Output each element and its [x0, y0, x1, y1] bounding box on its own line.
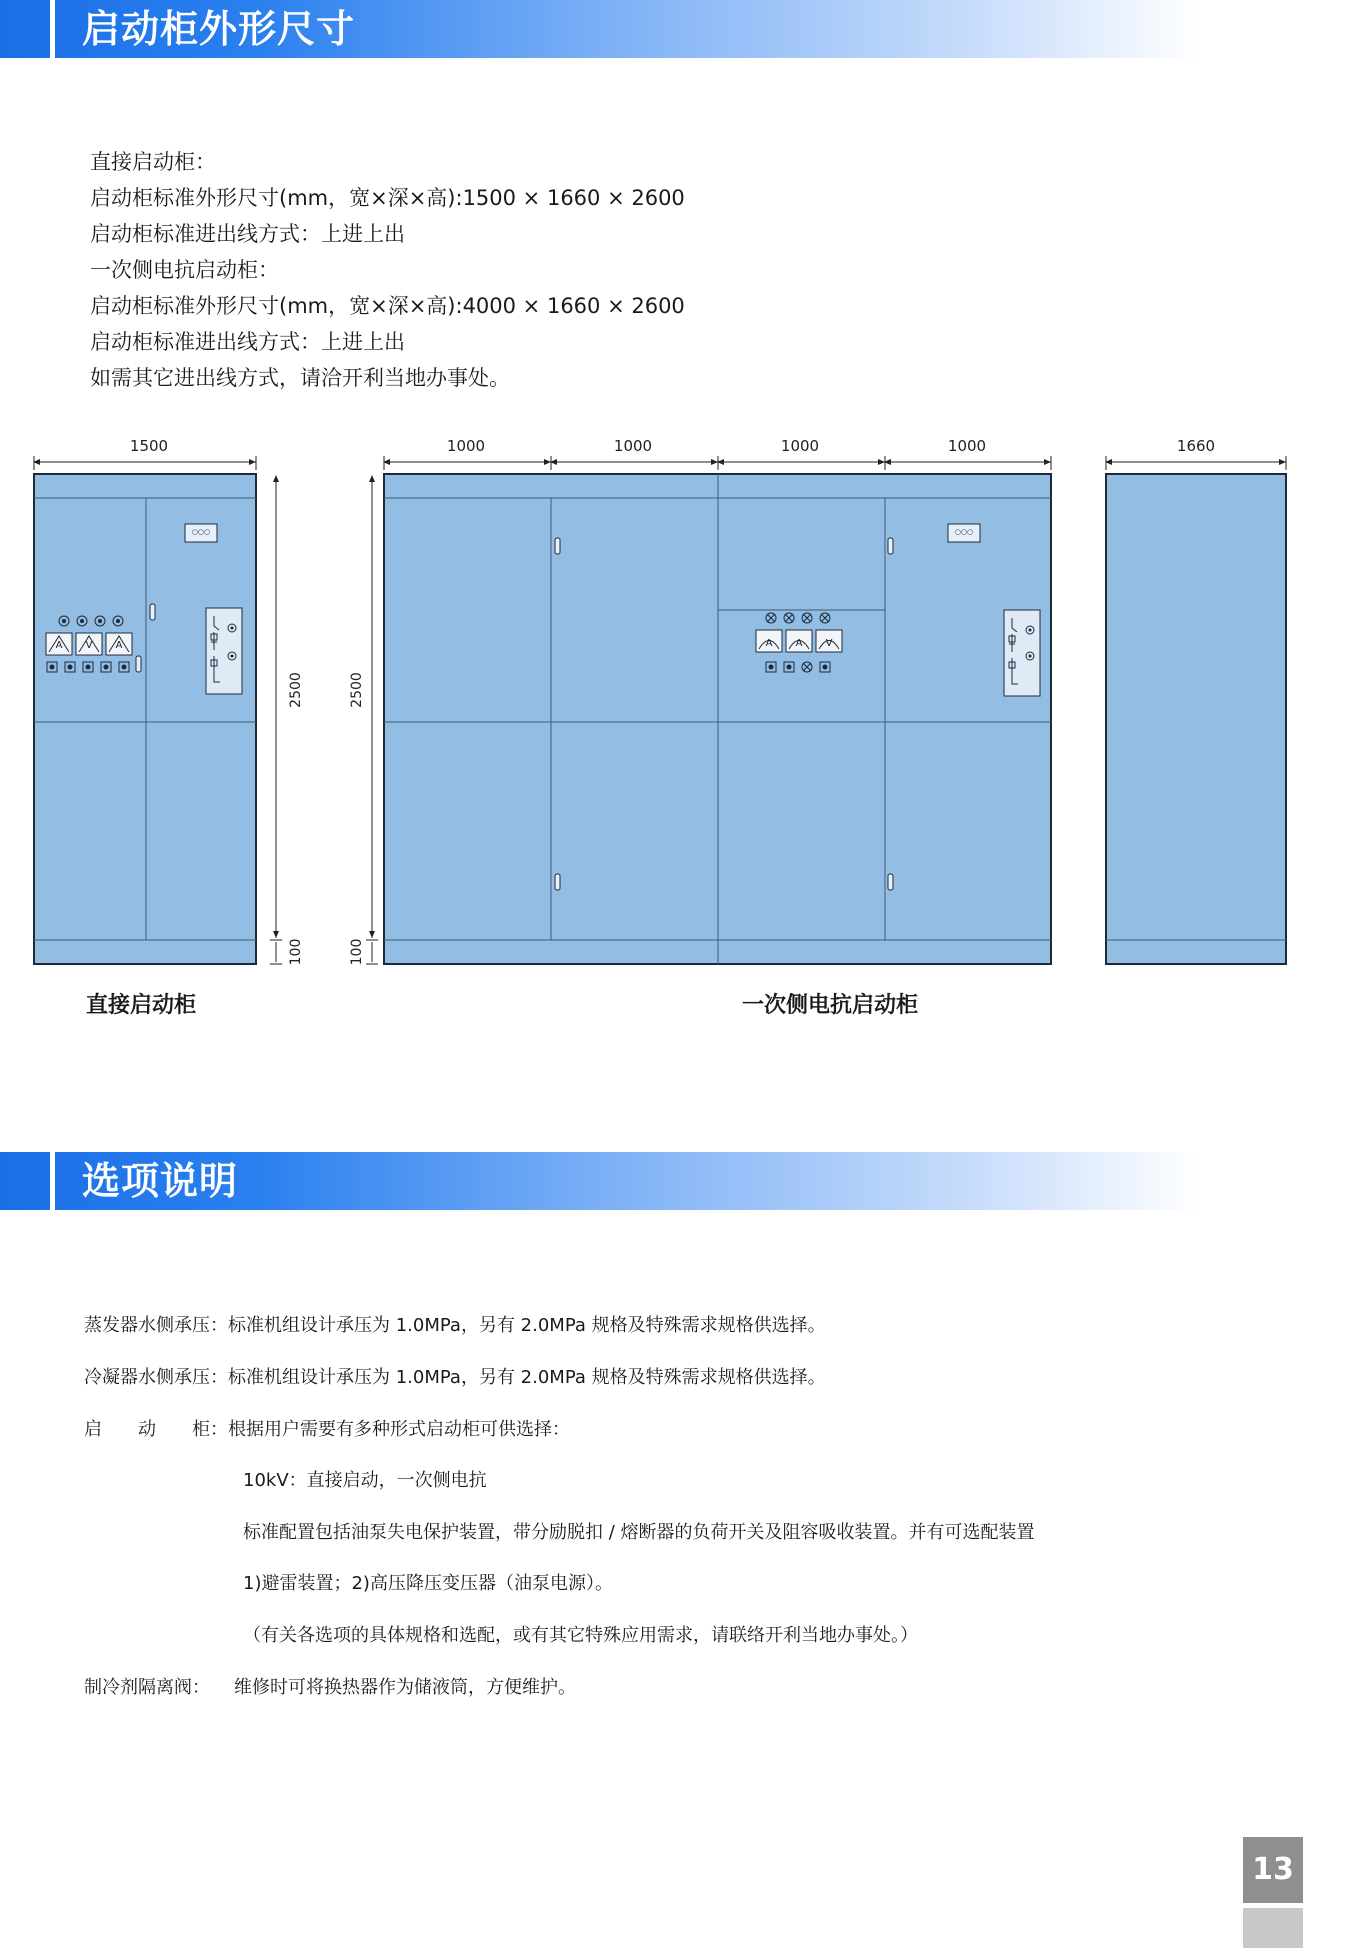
option-label: 启 动 柜： [84, 1419, 228, 1440]
option-label: 冷凝器水侧承压： [84, 1367, 228, 1388]
dim-label-height: 2500 [288, 672, 304, 708]
meter-label: V [825, 638, 833, 649]
protection-relay-panel [1004, 610, 1040, 696]
option-valve [84, 1673, 576, 1699]
option-evaporator [84, 1311, 826, 1337]
dim-label-height: 2500 [349, 672, 365, 708]
cabinet-body [34, 474, 256, 964]
caption-reactor-starter: 一次侧电抗启动柜 [742, 993, 919, 1018]
dim-label-reactor-width: 1000 [947, 437, 987, 455]
starter-detail: 标准配置包括油泵失电保护装置，带分励脱扣 / 熔断器的负荷开关及阻容吸收装置。并有可选配装置 [243, 1522, 1035, 1543]
section-title-options: 选项说明 [82, 1159, 239, 1203]
dim-label-reactor-width: 1000 [780, 437, 820, 455]
cabinet-side-view [1106, 437, 1286, 964]
spec-line: 直接启动柜： [90, 150, 216, 174]
door-handle [555, 874, 560, 890]
reactor-starter-cabinet [349, 437, 1051, 965]
direct-starter-cabinet [34, 437, 304, 965]
banner-notch [50, 0, 55, 58]
option-label: 制冷剂隔离阀： [84, 1677, 210, 1698]
meter-label: A [115, 640, 123, 651]
spec-line: 启动柜标准进出线方式：上进上出 [90, 330, 405, 354]
dim-label-reactor-width: 1000 [446, 437, 486, 455]
meter-panel [46, 633, 132, 655]
dim-label-base: 100 [349, 938, 365, 966]
banner-notch [50, 1152, 55, 1210]
option-text: 维修时可将换热器作为储液筒，方便维护。 [234, 1677, 576, 1698]
option-text: 标准机组设计承压为 1.0MPa，另有 2.0MPa 规格及特殊需求规格供选择。 [228, 1315, 826, 1336]
section-banner-dimensions [0, 0, 1345, 58]
spec-line: 如需其它进出线方式，请洽开利当地办事处。 [90, 366, 510, 390]
dim-label-base: 100 [288, 938, 304, 966]
dim-label-direct-width: 1500 [129, 437, 169, 455]
spec-line: 一次侧电抗启动柜： [90, 258, 279, 282]
door-handle [555, 538, 560, 554]
spec-line: 启动柜标准进出线方式：上进上出 [90, 222, 405, 246]
meter-label: A [55, 640, 63, 651]
option-starter [84, 1415, 570, 1441]
door-handle [150, 604, 155, 620]
dimension-spec-text [90, 144, 685, 396]
section-banner-options [0, 1152, 1345, 1210]
page-number-bar [1243, 1908, 1303, 1948]
meter-label: V [85, 640, 93, 651]
option-condenser [84, 1363, 826, 1389]
cabinet-body [1106, 474, 1286, 964]
door-handle [888, 874, 893, 890]
spec-line: 启动柜标准外形尺寸(mm，宽×深×高):1500 × 1660 × 2600 [90, 186, 685, 210]
caption-direct-starter: 直接启动柜 [86, 993, 197, 1018]
option-text: 标准机组设计承压为 1.0MPa，另有 2.0MPa 规格及特殊需求规格供选择。 [228, 1367, 826, 1388]
option-text: 根据用户需要有多种形式启动柜可供选择： [228, 1419, 570, 1440]
section-title-dimensions: 启动柜外形尺寸 [82, 7, 356, 51]
starter-detail: 1)避雷装置；2)高压降压变压器（油泵电源）。 [243, 1573, 613, 1594]
svg-text:○○○: ○○○ [954, 528, 974, 536]
door-handle [888, 538, 893, 554]
dim-label-reactor-width: 1000 [613, 437, 653, 455]
svg-text:○○○: ○○○ [191, 528, 211, 536]
starter-detail: （有关各选项的具体规格和选配，或有其它特殊应用需求，请联络开利当地办事处。） [243, 1625, 918, 1646]
starter-detail: 10kV：直接启动，一次侧电抗 [243, 1470, 487, 1491]
dim-label-depth: 1660 [1176, 437, 1216, 455]
meter-label: A [795, 638, 803, 649]
option-label: 蒸发器水侧承压： [84, 1315, 228, 1336]
spec-line: 启动柜标准外形尺寸(mm，宽×深×高):4000 × 1660 × 2600 [90, 294, 685, 318]
meter-label: A [765, 638, 773, 649]
cabinet-drawing [0, 420, 1345, 980]
page-number: 13 [1243, 1837, 1303, 1903]
door-handle [136, 656, 141, 672]
protection-relay-panel [206, 608, 242, 694]
meter-panel [756, 630, 842, 652]
